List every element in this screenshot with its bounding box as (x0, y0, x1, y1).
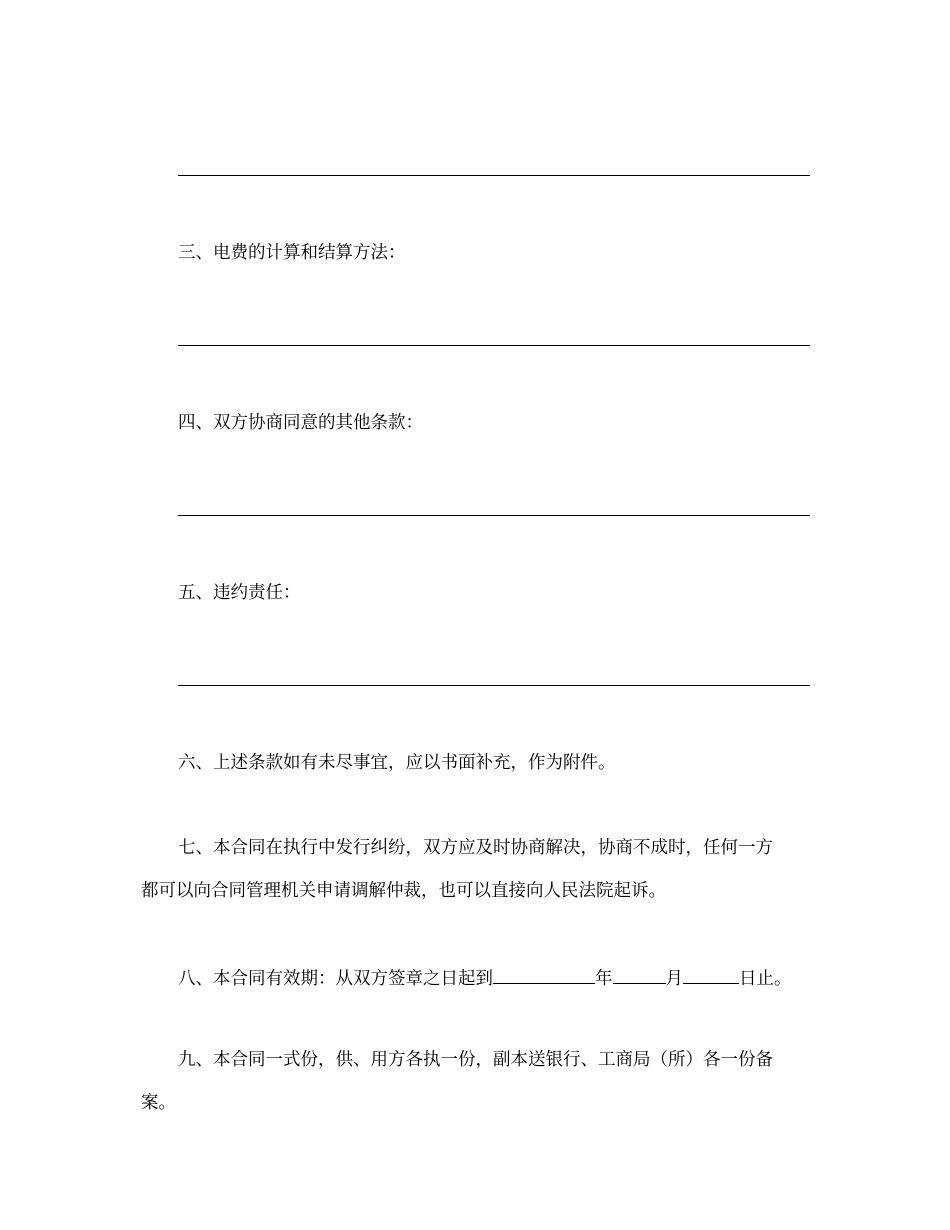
clause-8-prefix: 八、本合同有效期：从双方签章之日起到 (178, 969, 493, 989)
clause-9-line-1: 九、本合同一式份，供、用方各执一份，副本送银行、工商局（所）各一份备 (178, 1050, 773, 1070)
clause-3-heading: 三、电费的计算和结算方法： (178, 243, 406, 263)
clause-7-line-1: 七、本合同在执行中发行纠纷，双方应及时协商解决，协商不成时，任何一方 (178, 838, 773, 858)
month-label: 月 (665, 969, 683, 989)
clause-9-line-2: 案。 (141, 1093, 176, 1113)
clause-7-line-2: 都可以向合同管理机关申请调解仲裁，也可以直接向人民法院起诉。 (141, 881, 666, 901)
fill-line-clause4 (178, 515, 810, 516)
day-end-label: 日止。 (739, 969, 792, 989)
fill-line-clause3 (178, 345, 810, 346)
year-blank (493, 965, 595, 984)
clause-5-heading: 五、违约责任： (178, 583, 301, 603)
month-blank (613, 965, 666, 984)
year-label: 年 (595, 969, 613, 989)
fill-line-clause5 (178, 685, 810, 686)
clause-6-text: 六、上述条款如有未尽事宜，应以书面补充，作为附件。 (178, 753, 616, 773)
clause-4-heading: 四、双方协商同意的其他条款： (178, 413, 423, 433)
clause-8-text (178, 965, 792, 989)
fill-line-clause2 (178, 175, 810, 176)
day-blank (683, 965, 739, 984)
